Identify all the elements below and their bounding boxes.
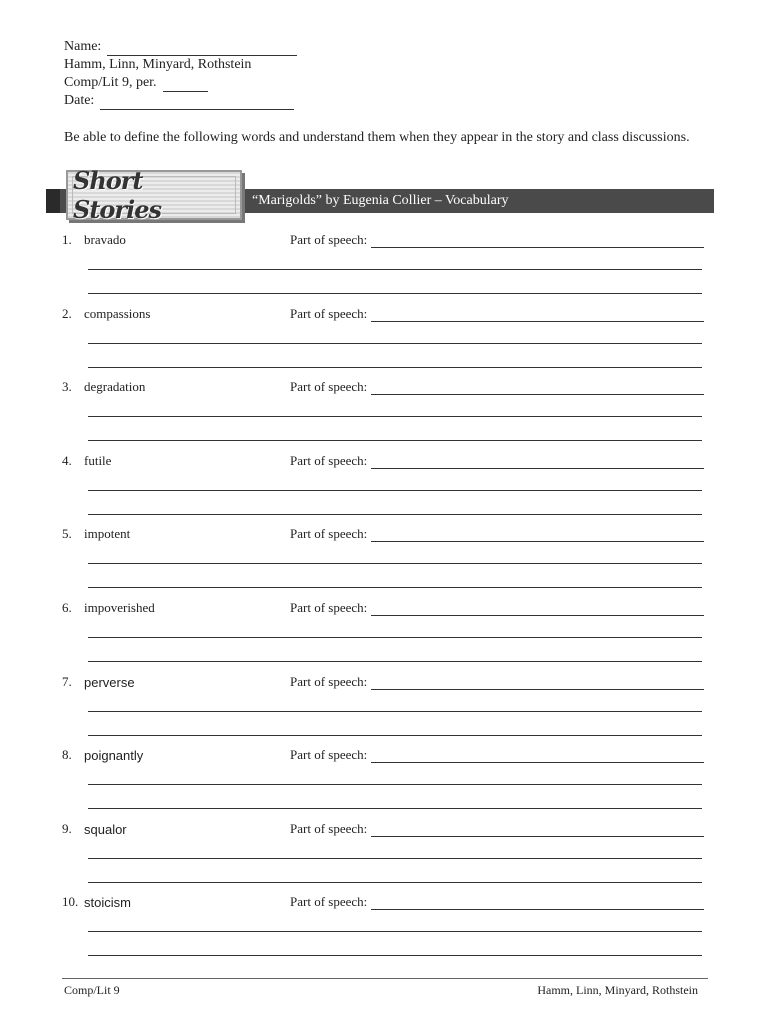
- part-of-speech-blank[interactable]: [371, 235, 704, 248]
- part-of-speech-blank[interactable]: [371, 897, 704, 910]
- banner-tab-title: Short Stories: [73, 166, 161, 224]
- definition-blank[interactable]: [88, 808, 702, 809]
- vocab-number: 2.: [62, 305, 72, 321]
- part-of-speech-blank[interactable]: [371, 529, 704, 542]
- part-of-speech-label: Part of speech:: [290, 452, 368, 468]
- vocab-number: 4.: [62, 452, 72, 468]
- period-blank[interactable]: [163, 79, 208, 92]
- vocab-word: impotent: [84, 526, 131, 542]
- vocab-entry-row: [62, 306, 704, 322]
- vocab-number: 6.: [62, 599, 72, 615]
- definition-blank[interactable]: [88, 440, 702, 441]
- vocab-entry: [62, 232, 704, 306]
- vocab-entry: [62, 453, 704, 527]
- definition-blank[interactable]: [88, 490, 702, 491]
- footer-course: Comp/Lit 9: [64, 983, 120, 997]
- vocab-number: 9.: [62, 820, 72, 836]
- vocab-entry-row: [62, 747, 704, 763]
- vocab-entry-row: [62, 674, 704, 690]
- definition-blank[interactable]: [88, 416, 702, 417]
- banner-edge: [46, 189, 60, 213]
- part-of-speech-label: Part of speech:: [290, 673, 368, 689]
- vocab-entry: [62, 306, 704, 380]
- vocab-entry: [62, 674, 704, 748]
- vocab-entry: [62, 526, 704, 600]
- part-of-speech-blank[interactable]: [371, 456, 704, 469]
- vocab-entry-row: [62, 453, 704, 469]
- vocab-entry-row: [62, 232, 704, 248]
- part-of-speech-blank[interactable]: [371, 677, 704, 690]
- vocab-word: compassions: [84, 305, 151, 321]
- part-of-speech-blank[interactable]: [371, 824, 704, 837]
- definition-blank[interactable]: [88, 343, 702, 344]
- vocab-number: 8.: [62, 747, 72, 763]
- vocabulary-list: [62, 232, 704, 968]
- definition-blank[interactable]: [88, 661, 702, 662]
- vocab-number: 5.: [62, 526, 72, 542]
- vocab-word: impoverished: [84, 599, 155, 615]
- part-of-speech-label: Part of speech:: [290, 379, 368, 395]
- banner-tab: [66, 166, 242, 224]
- part-of-speech-blank[interactable]: [371, 309, 704, 322]
- date-blank[interactable]: [100, 97, 294, 110]
- student-info-block: [64, 38, 297, 110]
- part-of-speech-blank[interactable]: [371, 603, 704, 616]
- definition-blank[interactable]: [88, 784, 702, 785]
- section-banner: [46, 166, 714, 224]
- vocab-word: perverse: [84, 674, 135, 690]
- definition-blank[interactable]: [88, 735, 702, 736]
- part-of-speech-label: Part of speech:: [290, 232, 368, 247]
- vocab-word: bravado: [84, 232, 126, 247]
- vocab-entry: [62, 894, 704, 968]
- footer-rule: [62, 978, 708, 979]
- vocab-entry: [62, 379, 704, 453]
- definition-blank[interactable]: [88, 269, 702, 270]
- name-label: Name:: [64, 39, 102, 54]
- name-line: [64, 38, 297, 56]
- vocab-entry: [62, 747, 704, 821]
- definition-blank[interactable]: [88, 563, 702, 564]
- definition-blank[interactable]: [88, 637, 702, 638]
- vocab-word: degradation: [84, 379, 146, 395]
- vocab-word: squalor: [84, 821, 127, 837]
- vocab-number: 3.: [62, 379, 72, 395]
- date-label: Date:: [64, 93, 95, 108]
- vocab-word: futile: [84, 452, 112, 468]
- vocab-word: poignantly: [84, 748, 144, 764]
- part-of-speech-blank[interactable]: [371, 750, 704, 763]
- instructions-text: Be able to define the following words and understand them when they appear in the story and class discussions.: [64, 130, 690, 145]
- date-line: [64, 92, 297, 110]
- footer-teachers: Hamm, Linn, Minyard, Rothstein: [537, 983, 698, 997]
- vocab-entry-row: [62, 821, 704, 837]
- part-of-speech-label: Part of speech:: [290, 526, 368, 542]
- definition-blank[interactable]: [88, 858, 702, 859]
- definition-blank[interactable]: [88, 882, 702, 883]
- teachers-text: Hamm, Linn, Minyard, Rothstein: [64, 57, 252, 72]
- part-of-speech-label: Part of speech:: [290, 820, 368, 836]
- definition-blank[interactable]: [88, 367, 702, 368]
- vocab-entry: [62, 821, 704, 895]
- class-period-line: [64, 74, 297, 92]
- definition-blank[interactable]: [88, 711, 702, 712]
- definition-blank[interactable]: [88, 955, 702, 956]
- class-label: Comp/Lit 9, per.: [64, 75, 157, 90]
- banner-subtitle: “Marigolds” by Eugenia Collier – Vocabulary: [252, 193, 509, 208]
- vocab-entry-row: [62, 600, 704, 616]
- definition-blank[interactable]: [88, 587, 702, 588]
- part-of-speech-blank[interactable]: [371, 382, 704, 395]
- vocab-number: 10.: [62, 894, 79, 910]
- definition-blank[interactable]: [88, 514, 702, 515]
- vocab-word: stoicism: [84, 895, 131, 911]
- vocab-number: 7.: [62, 673, 72, 689]
- vocab-entry-row: [62, 379, 704, 395]
- part-of-speech-label: Part of speech:: [290, 747, 368, 763]
- name-blank[interactable]: [107, 43, 297, 56]
- banner-tab-inner: [72, 166, 236, 224]
- vocab-entry: [62, 600, 704, 674]
- vocab-entry-row: [62, 894, 704, 910]
- part-of-speech-label: Part of speech:: [290, 305, 368, 321]
- part-of-speech-label: Part of speech:: [290, 599, 368, 615]
- teachers-line: [64, 56, 297, 74]
- vocab-entry-row: [62, 526, 704, 542]
- vocab-number: 1.: [62, 232, 72, 247]
- part-of-speech-label: Part of speech:: [290, 894, 368, 910]
- definition-blank[interactable]: [88, 293, 702, 294]
- definition-blank[interactable]: [88, 931, 702, 932]
